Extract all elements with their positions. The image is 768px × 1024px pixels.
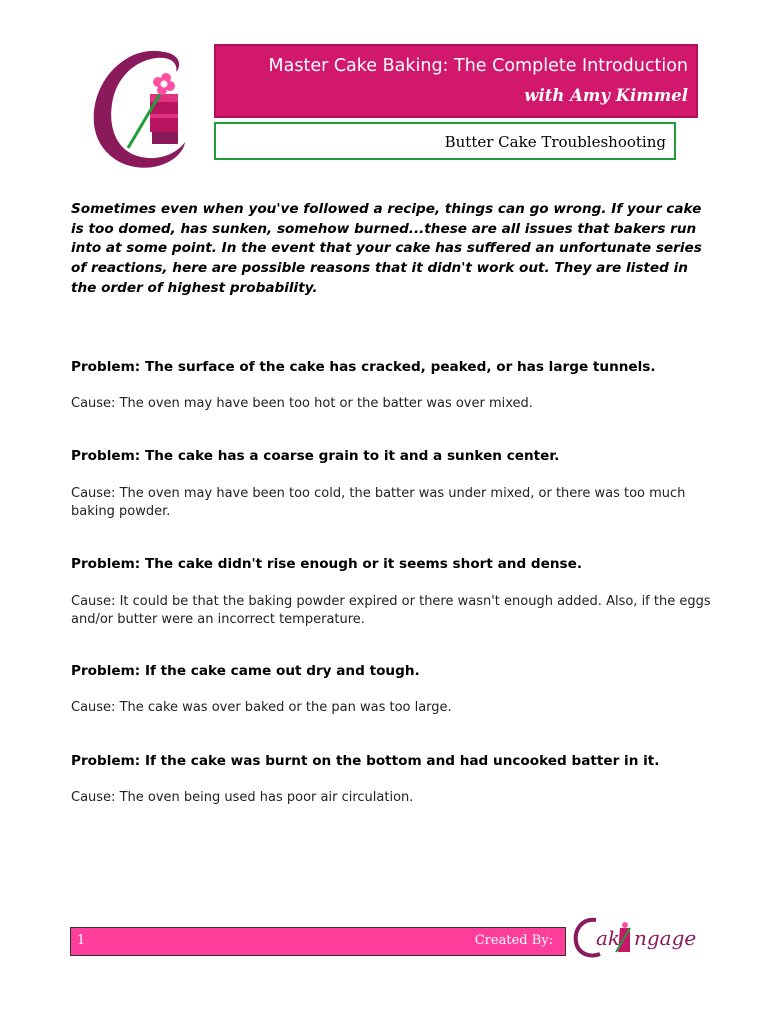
topic-banner: [214, 122, 676, 160]
cause-text: Cause: The oven may have been too hot or the batter was over mixed.: [71, 396, 533, 411]
problem-heading: Problem: The surface of the cake has cracked, peaked, or has large tunnels.: [71, 359, 656, 375]
created-by-label: Created By:: [474, 933, 553, 948]
cause-text: Cause: The cake was over baked or the pan was too large.: [71, 700, 452, 715]
course-subtitle: with Amy Kimmel: [524, 86, 688, 105]
cake-logo-icon: [86, 42, 196, 172]
course-title: Master Cake Baking: The Complete Introduction: [268, 56, 688, 76]
brand-part-cak: ak: [596, 926, 621, 950]
problem-heading: Problem: If the cake was burnt on the bottom and had uncooked batter in it.: [71, 753, 660, 769]
cause-text: Cause: It could be that the baking powder expired or there wasn't enough added. Also, if the eggs and/or butter were an incorrect temperature.: [71, 594, 711, 627]
page-number: 1: [77, 933, 86, 948]
brand-part-ngage: ngage: [634, 926, 697, 950]
problem-heading: Problem: If the cake came out dry and tough.: [71, 663, 420, 679]
brand-logo: [572, 912, 712, 960]
course-logo: [86, 42, 196, 172]
cause-text: Cause: The oven may have been too cold, the batter was under mixed, or there was too much baking powder.: [71, 486, 686, 519]
intro-paragraph: Sometimes even when you've followed a recipe, things can go wrong. If your cake is too domed, has sunken, somehow burned...these are all issues that bakers run into at some point. In the event that your cake has suffered an unfortunate series of reactions, here are possible reasons that it didn't work out. They are listed in the order of highest probability.: [71, 201, 702, 296]
page-title: Butter Cake Troubleshooting: [444, 133, 666, 151]
title-banner: [214, 44, 698, 118]
footer-bar: [70, 927, 566, 956]
cause-text: Cause: The oven being used has poor air circulation.: [71, 790, 414, 805]
problem-heading: Problem: The cake didn't rise enough or it seems short and dense.: [71, 556, 583, 572]
problem-heading: Problem: The cake has a coarse grain to it and a sunken center.: [71, 448, 560, 464]
